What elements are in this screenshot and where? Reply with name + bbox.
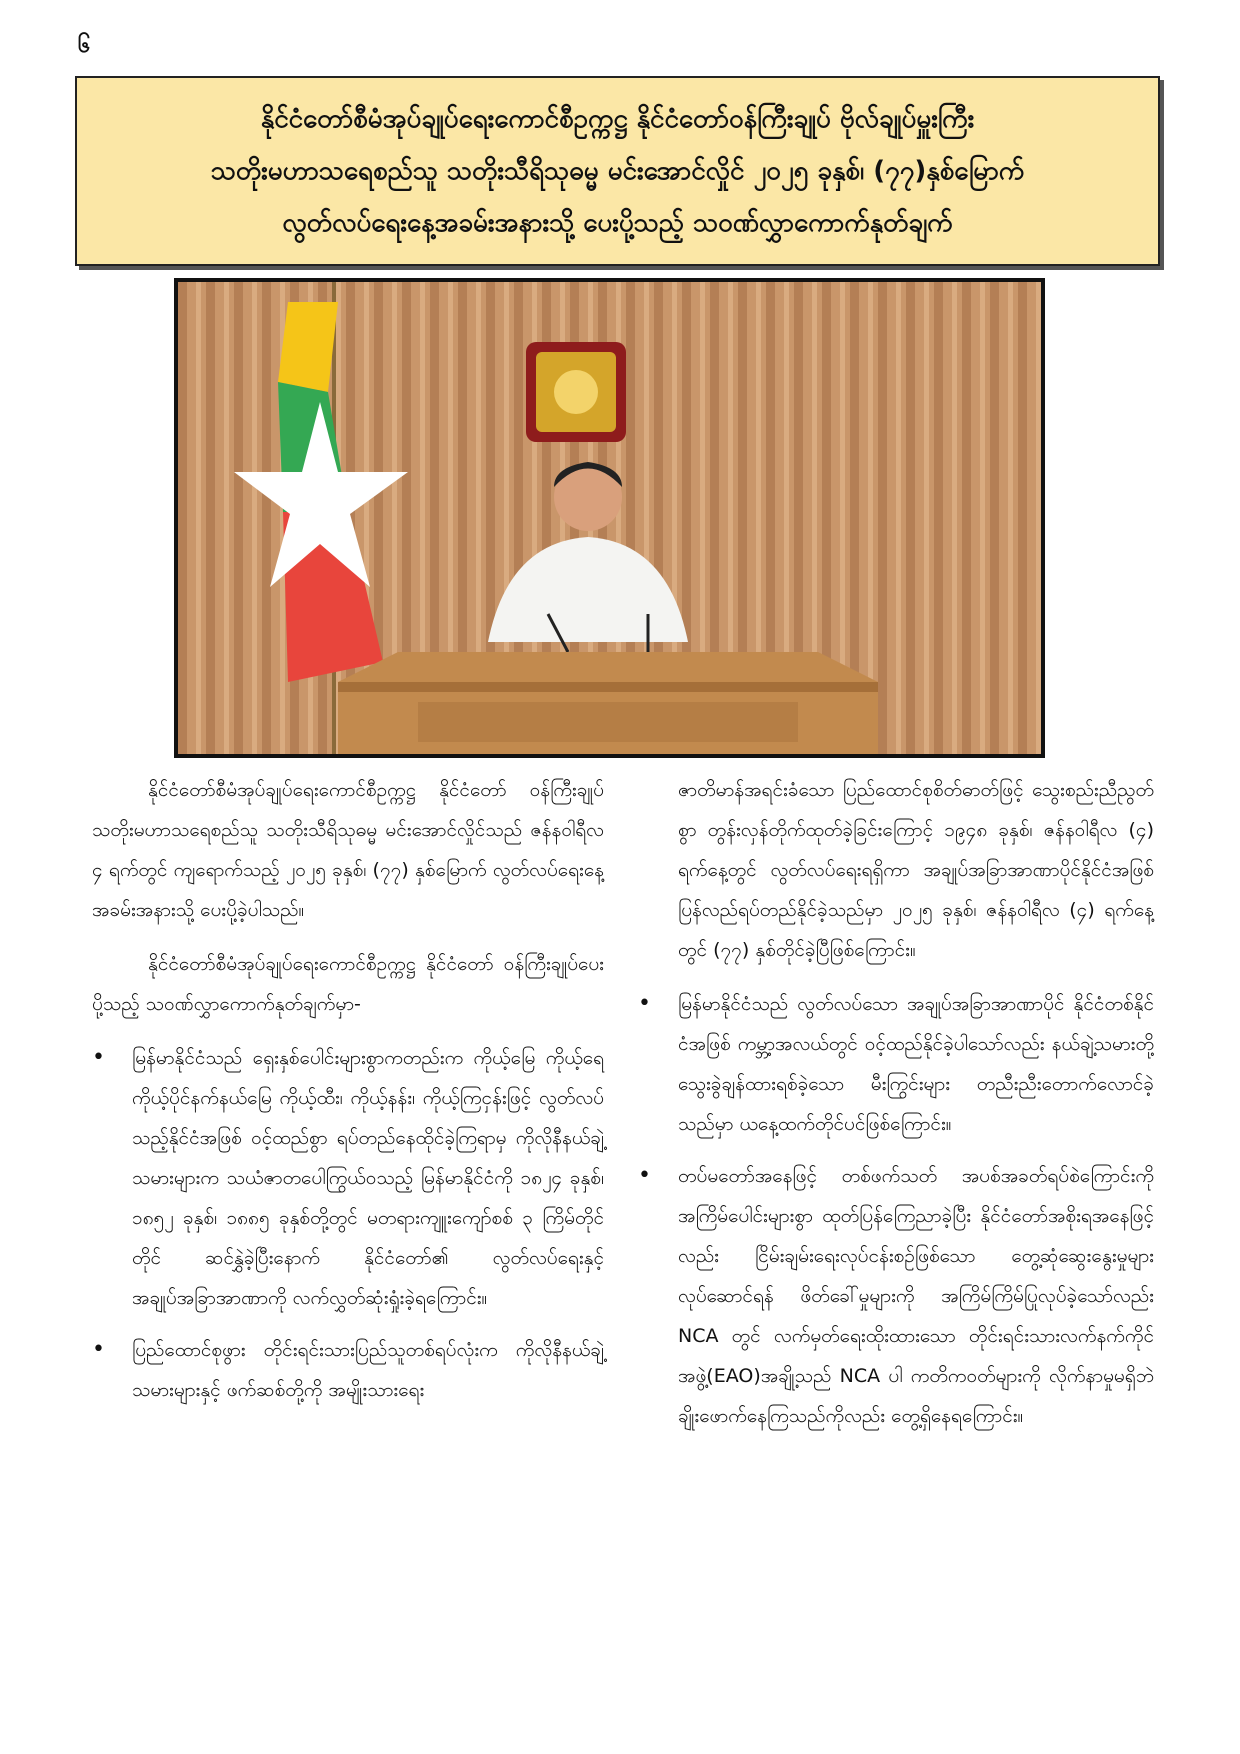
left-column: [92, 770, 604, 1422]
bullet-icon: •: [92, 1045, 105, 1070]
state-emblem-icon: [526, 342, 626, 442]
bullet-text: ပြည်ထောင်စုဖွား တိုင်းရင်းသားပြည်သူတစ်ရပ်လုံးက ကိုလိုနီနယ်ချဲ့သမားများနှင့် ဖက်ဆစ်တို့ကို အမျိုးသားရေး: [132, 1339, 604, 1401]
title-line-2: သတိုးမဟာသရေစည်သူ သတိုးသီရိသုဓမ္မ မင်းအောင်လှိုင် ၂၀၂၅ ခုနှစ်၊ (၇၇)နှစ်မြောက်: [210, 156, 1025, 186]
bullet-item: [92, 1038, 604, 1318]
bullet-text: မြန်မာနိုင်ငံသည် လွတ်လပ်သော အချုပ်အခြာအာဏာပိုင် နိုင်ငံတစ်နိုင်ငံအဖြစ် ကမ္ဘာ့အလယ်တွင် ဝင့်ထည်နိုင်ခဲ့ပါသော်လည်း နယ်ချဲ့သမားတို့ သွေးခွဲချန်ထားရစ်ခဲ့သော မီးကြွင်းများ တညီးညီးတောက်လောင်ခဲ့သည်မှာ ယနေ့ထက်တိုင်ပင်ဖြစ်ကြောင်း။: [678, 993, 1154, 1135]
bullet-icon: •: [638, 991, 651, 1016]
bullet-item: [92, 1330, 604, 1410]
continued-paragraph: ဇာတိမာန်အရင်းခံသော ပြည်ထောင်စုစိတ်ဓာတ်ဖြင့် သွေးစည်းညီညွတ်စွာ တွန်းလှန်တိုက်ထုတ်ခဲ့ခြင်းကြောင့် ၁၉၄၈ ခုနှစ်၊ ဇန်နဝါရီလ (၄) ရက်နေ့တွင် လွတ်လပ်ရေးရရှိကာ အချုပ်အခြာအာဏာပိုင်နိုင်ငံအဖြစ် ပြန်လည်ရပ်တည်နိုင်ခဲ့သည်မှာ ၂၀၂၅ ခုနှစ်၊ ဇန်နဝါရီလ (၄) ရက်နေ့တွင် (၇၇) နှစ်တိုင်ခဲ့ပြီဖြစ်ကြောင်း။: [678, 779, 1154, 961]
title-line-3: လွတ်လပ်ရေးနေ့အခမ်းအနားသို့ ပေးပို့သည့် သဝဏ်လွှာကောက်နုတ်ချက်: [282, 208, 953, 238]
bullet-icon: •: [638, 1163, 651, 1188]
right-column: [638, 770, 1154, 1448]
bullet-item: [638, 984, 1154, 1144]
bullet-text: တပ်မတော်အနေဖြင့် တစ်ဖက်သတ် အပစ်အခတ်ရပ်စဲကြောင်းကို အကြိမ်ပေါင်းများစွာ ထုတ်ပြန်ကြေညာခဲ့ပြီး နိုင်ငံတော်အစိုးရအနေဖြင့်လည်း ငြိမ်းချမ်းရေးလုပ်ငန်းစဉ်ဖြစ်သော တွေ့ဆုံဆွေးနွေးမှုများလုပ်ဆောင်ရန် ဖိတ်ခေါ်မှုများကို အကြိမ်ကြိမ်ပြုလုပ်ခဲ့သော်လည်း NCA တွင် လက်မှတ်ရေးထိုးထားသော တိုင်းရင်းသားလက်နက်ကိုင် အဖွဲ့(EAO)အချို့သည် NCA ပါ ကတိကဝတ်များကို လိုက်နာမှုမရှိဘဲ ချိုးဖောက်နေကြသည်ကိုလည်း တွေ့ရှိနေရကြောင်း။: [678, 1165, 1154, 1427]
lead-in-paragraph: နိုင်ငံတော်စီမံအုပ်ချုပ်ရေးကောင်စီဥက္ကဋ္ဌ နိုင်ငံတော် ဝန်ကြီးချုပ်ပေးပို့သည့် သဝဏ်လွှာကောက်နုတ်ချက်မှာ-: [92, 953, 604, 1015]
bullet-text: မြန်မာနိုင်ငံသည် ရှေးနှစ်ပေါင်းများစွာကတည်းက ကိုယ့်မြေ ကိုယ့်ရေ ကိုယ့်ပိုင်နက်နယ်မြေ ကိုယ့်ထီး၊ ကိုယ့်နန်း၊ ကိုယ့်ကြငှန်းဖြင့် လွတ်လပ်သည့်နိုင်ငံအဖြစ် ဝင့်ထည်စွာ ရပ်တည်နေထိုင်ခဲ့ကြရာမှ ကိုလိုနီနယ်ချဲ့သမားများက သယံဇာတပေါကြွယ်ဝသည့် မြန်မာနိုင်ငံကို ၁၈၂၄ ခုနှစ်၊ ၁၈၅၂ ခုနှစ်၊ ၁၈၈၅ ခုနှစ်တို့တွင် မတရားကျူးကျော်စစ် ၃ ကြိမ်တိုင်တိုင် ဆင်နွှဲခဲ့ပြီးနောက် နိုင်ငံတော်၏ လွတ်လပ်ရေးနှင့် အချုပ်အခြာအာဏာကို လက်လွှတ်ဆုံးရှုံးခဲ့ရကြောင်း။: [132, 1047, 604, 1309]
leader-address-photo: [174, 278, 1045, 758]
bullet-icon: •: [92, 1337, 105, 1362]
title-line-1: နိုင်ငံတော်စီမံအုပ်ချုပ်ရေးကောင်စီဥက္ကဋ္ဌ နိုင်ငံတော်ဝန်ကြီးချုပ် ဗိုလ်ချုပ်မှူးကြီး: [260, 104, 975, 134]
page-number: ၆: [78, 33, 91, 58]
bullet-item: [638, 1156, 1154, 1436]
title-box: [75, 76, 1160, 266]
photo-illustration: [178, 282, 1041, 754]
intro-paragraph: နိုင်ငံတော်စီမံအုပ်ချုပ်ရေးကောင်စီဥက္ကဋ္ဌ နိုင်ငံတော် ဝန်ကြီးချုပ် သတိုးမဟာသရေစည်သူ သတိုးသီရိသုဓမ္မ မင်းအောင်လှိုင်သည် ဇန်နဝါရီလ ၄ ရက်တွင် ကျရောက်သည့် ၂၀၂၅ ခုနှစ်၊ (၇၇) နှစ်မြောက် လွတ်လပ်ရေးနေ့အခမ်းအနားသို့ ပေးပို့ခဲ့ပါသည်။: [92, 779, 604, 921]
